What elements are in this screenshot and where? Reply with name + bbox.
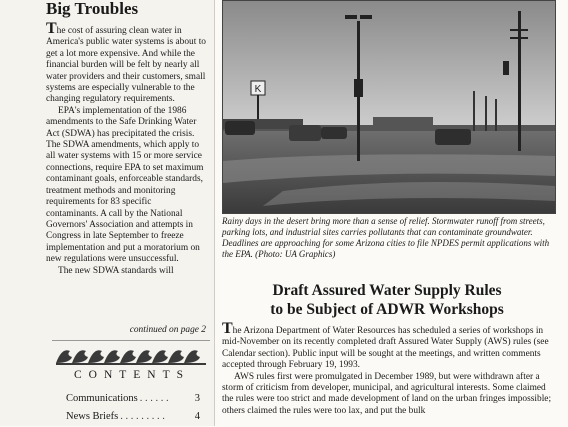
toc-item-communications[interactable]: Communications . . . . . . 3 <box>66 393 200 404</box>
sidebar-article-body <box>46 20 206 277</box>
wave-ornament-icon <box>56 343 206 365</box>
main-paragraph-1: The Arizona Department of Water Resources has scheduled a series of workshops in mid-November on its recently completed draft Assured Water Supply (AWS) rules (see Calendar section). Public input will be sought at the meetings, and written comments accepted through February 19, 1993. <box>222 320 549 371</box>
toc-item-news-briefs[interactable]: News Briefs . . . . . . . . . 4 <box>66 411 200 422</box>
main-drop-cap: T <box>222 320 233 337</box>
sidebar-title: Big Troubles <box>46 0 139 18</box>
contents-box <box>52 340 210 427</box>
street-scene-image <box>223 1 555 213</box>
sidebar-paragraph-2: EPA's implementation of the 1986 amendments to the Safe Drinking Water Act (SDWA) has precipitated the crisis. The SDWA amendments, which apply to all water systems with 15 or more service connections, require EPA to set maximum contaminant goals, enforceable standards, treatment methods and monitoring requirements for 83 specific contaminants. A call by the National Governors' Association and attempts in Congress in late September to freeze implementation and put a moratorium on new regulations were unsuccessful. <box>46 105 204 265</box>
main-paragraph-2: AWS rules first were promulgated in December 1989, but were withdrawn after a storm of criticism from developer, municipal, and agricultural interests. Some claimed the rules were too strict and made development of land on the urban fringes impossible; others claimed the rules were too lax, and put the bulk <box>222 371 552 416</box>
sidebar-column <box>0 0 215 426</box>
sidebar-paragraph-3: The new SDWA standards will <box>58 265 174 276</box>
photo-caption: Rainy days in the desert bring more than a sense of relief. Stormwater runoff from streets, parking lots, and industrial sites carries pollutants that can contaminate groundwater. Deadlines are approaching for some Arizona cities to file NPDES permit applications with the EPA. (Photo: UA Graphics) <box>222 216 550 259</box>
sidebar-paragraph-1: The cost of assuring clean water in America's public water systems is about to get a lot more expensive. And while the financial burden will be felt by nearly all water providers and their customers, small systems are especially vulnerable to the changing regulatory requirements. <box>46 20 206 105</box>
rainy-street-photo <box>222 0 556 214</box>
continued-link[interactable]: continued on page 2 <box>129 325 206 335</box>
main-article-body <box>222 320 556 417</box>
drop-cap: T <box>46 20 57 37</box>
contents-title: CONTENTS <box>73 369 191 381</box>
article-headline: Draft Assured Water Supply Rules to be Subject of ADWR Workshops <box>270 282 504 318</box>
street-sign-letter: K <box>254 84 262 95</box>
